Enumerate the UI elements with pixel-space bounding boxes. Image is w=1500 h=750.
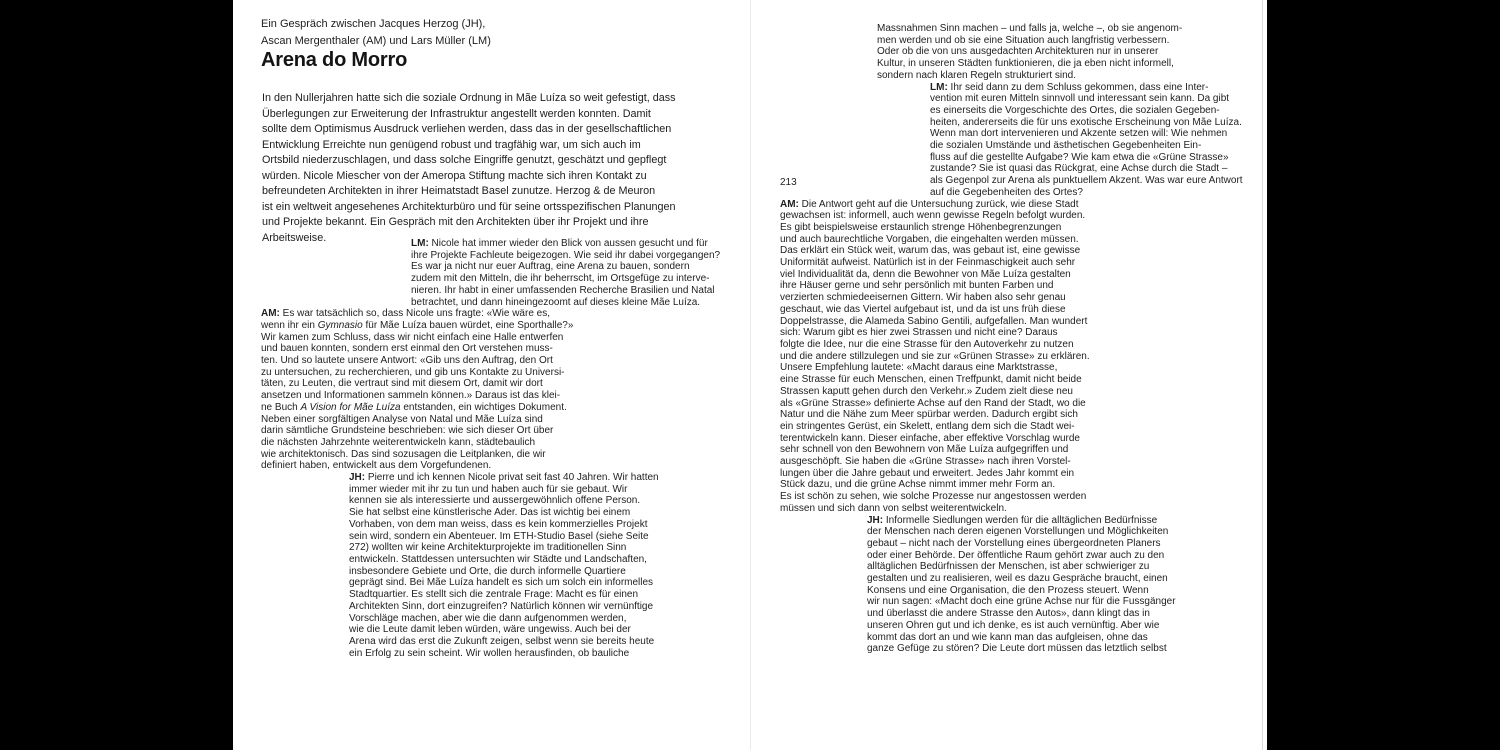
speech-block-jh [349, 472, 720, 659]
text-line: gebaut – nicht nach der Vorstellung eines übergeordneten Planers [867, 537, 1161, 549]
text-line: lungen über die Jahre gebaut und erweitert. Jedes Jahr kommt ein [780, 467, 1075, 479]
text-line: AM: Die Antwort geht auf die Untersuchung zurück, wie diese Stadt [780, 198, 1079, 210]
text-line: fluss auf die gestellte Aufgabe? Wie kam etwa die «Grüne Strasse» [930, 151, 1229, 163]
text-line: geprägt sind. Bei Mãe Luíza handelt es sich um solch ein informelles [349, 577, 654, 589]
text-line: ganze Gefüge zu stören? Die Leute dort müssen das letztlich selbst [867, 643, 1167, 655]
speaker-label: AM: [780, 198, 799, 210]
page-left [233, 0, 750, 750]
text-line: LM: Nicole hat immer wieder den Blick von aussen gesucht und für [411, 238, 708, 249]
text-line: Wenn man dort intervenieren und Akzente setzen will: Wie nehmen [930, 128, 1228, 140]
intro-line: befreundeten Architekten in ihrer Heimatstadt Basel zunutze. Herzog & de Meuron [262, 185, 656, 197]
text-line: Natur und die Nähe zum Meer spürbar werden. Dadurch ergibt sich [780, 409, 1078, 421]
speaker-label: LM: [930, 81, 948, 93]
speech-block-continued [877, 23, 1243, 82]
interview-participants [261, 16, 491, 49]
text-line: gewachsen ist: informell, auch wenn gewisse Regeln befolgt wurden. [780, 210, 1086, 222]
text-line: und bauen konnten, sondern erst einmal den Ort verstehen muss- [261, 343, 553, 355]
text-line: zustande? Sie ist quasi das Rückgrat, eine Achse durch die Stadt – [930, 163, 1228, 175]
text-line: sich: Warum gibt es hier zwei Strassen und nicht eine? Daraus [780, 327, 1058, 339]
text-line: men werden und ob sie eine Situation auch langfristig verbessern. [877, 34, 1170, 46]
text-line: alltäglichen Bedürfnissen der Menschen, ist aber schwieriger zu [867, 561, 1150, 573]
text-line: Oder ob die von uns ausgedachten Architekturen nur in unserer [877, 46, 1159, 58]
text-line: wie die Leute damit leben würden, wäre ungewiss. Auch bei der [349, 624, 631, 636]
text-line: 272) wollten wir keine Architekturprojekte im traditionellen Sinn [349, 542, 627, 554]
text-line: Es ist schön zu sehen, wie solche Prozesse nur angestossen werden [780, 491, 1087, 503]
book-spread [233, 0, 1267, 750]
text-line: heiten, andererseits die für uns exotische Erscheinung von Mãe Luíza. [930, 116, 1242, 128]
text-line: Vorhaben, von dem man weiss, dass es kein kommerzielles Projekt [349, 518, 648, 530]
text-line: kommt das dort an und wie kann man das aufgleisen, ohne das [867, 631, 1148, 643]
text-line: terentwickeln kann. Dieser einfache, aber effektive Vorschlag wurde [780, 432, 1080, 444]
interview-text-right [780, 23, 1243, 655]
page-edge-line [1262, 0, 1263, 750]
text-line: AM: Es war tatsächlich so, dass Nicole uns fragte: «Wie wäre es, [261, 308, 551, 320]
text-line: die sozialen Umstände und ästhetischen Gegebenheiten Ein- [930, 140, 1202, 152]
text-line: Sie hat selbst eine künstlerische Ader. Das ist wichtig bei einem [349, 507, 631, 519]
text-line: zudem mit den Mitteln, die ihr beherrscht, im Ortsgefüge zu interve- [411, 273, 710, 285]
text-line: viel Individualität da, denn die Bewohner von Mãe Luíza gestalten [780, 268, 1071, 280]
text-line: wenn ihr ein Gymnasio für Mãe Luíza bauen würdet, eine Sporthalle?» [261, 319, 574, 331]
page-right [750, 0, 1267, 750]
intro-line: würden. Nicole Miescher von der Ameropa Stiftung machte sich ihren Kontakt zu [262, 169, 647, 182]
text-line: ausgeschöpft. Sie haben die «Grüne Strasse» nach ihren Vorstel- [780, 456, 1071, 468]
text-line: Wir kamen zum Schluss, dass wir nicht einfach eine Halle entwerfen [261, 331, 564, 343]
text-line: und die andere stillzulegen und sie zur «Grünen Strasse» zu erklären. [780, 350, 1090, 362]
text-line: sehr schnell von den Bewohnern von Mãe Luíza aufgegriffen und [780, 444, 1069, 456]
text-line: Konsens und eine Organisation, die den Prozess steuert. Wenn [867, 584, 1149, 596]
text-line: betrachtet, und dann hineingezoomt auf dieses kleine Mãe Luíza. [411, 296, 701, 308]
intro-paragraph [262, 91, 676, 246]
text-line: verzierten schmiedeeisernen Gittern. Wir haben also sehr genau [780, 292, 1066, 304]
text-line: sondern nach klaren Regeln strukturiert sind. [877, 69, 1076, 81]
text-line: ihre Projekte Fachleute beigezogen. Wie seid ihr dabei vorgegangen? [411, 249, 721, 261]
text-line: Arena wird das erst die Zukunft zeigen, selbst wenn sie bereits heute [349, 635, 655, 647]
text-line: JH: Informelle Siedlungen werden für die alltäglichen Bedürfnisse [867, 514, 1158, 526]
text-line: sein wird, sondern ein Abenteuer. Im ETH-Studio Basel (siehe Seite [349, 530, 649, 542]
text-line: die nächsten Jahrzehnte weiterentwickeln kann, städtebaulich [261, 436, 536, 448]
speaker-label: JH: [867, 514, 884, 526]
text-line: oder einer Behörde. Der öffentliche Raum gehört zwar auch zu den [867, 549, 1165, 561]
text-line: zu untersuchen, zu recherchieren, und gib uns Kontakte zu Universi- [261, 366, 565, 378]
page-spine-line [750, 0, 751, 750]
text-line: folgte die Idee, nur die eine Strasse für den Autoverkehr zu nutzen [780, 338, 1074, 350]
text-line: und überlasst die andere Strasse den Autos», dann klingt das in [867, 608, 1150, 620]
text-line: ihre Häuser gerne und sehr persönlich mit bunten Farben und [780, 280, 1054, 292]
page-number: 213 [780, 177, 797, 188]
text-line: JH: Pierre und ich kennen Nicole privat seit fast 40 Jahren. Wir hatten [349, 472, 659, 484]
text-line: unseren Ohren gut und ich denke, es ist auch vernünftig. Aber wie [867, 619, 1160, 631]
speaker-label: LM: [411, 238, 429, 249]
text-line: der Menschen nach deren eigenen Vorstellungen und Möglichkeiten [867, 526, 1169, 538]
text-line: ne Buch A Vision for Mãe Luíza entstanden, ein wichtiges Dokument. [261, 401, 567, 413]
text-line: Kultur, in unseren Städten funktionieren, die ja eben nicht informell, [877, 58, 1174, 70]
text-line: als Gegenpol zur Arena als punktuellem Akzent. Was war eure Antwort [930, 175, 1243, 187]
text-line: entwickeln. Stattdessen untersuchten wir Städte und Landschaften, [349, 553, 647, 565]
text-line: gestalten und zu realisieren, weil es dazu Gespräche braucht, einen [867, 573, 1168, 585]
text-line: ansetzen und Informationen sammeln können.» Daraus ist das klei- [261, 390, 561, 402]
text-line: Das erklärt ein Stück weit, warum das, was gebaut ist, eine gewisse [780, 245, 1081, 257]
text-line: auf die Gegebenheiten des Ortes? [930, 186, 1083, 198]
text-line: vention mit euren Mitteln sinnvoll und interessant sein kann. Da gibt [930, 93, 1230, 105]
intro-line: Entwicklung Erreichte nun genügend robust und tragfähig war, um sich auch im [262, 138, 641, 151]
intro-line: Überlegungen zur Erweiterung der Infrastruktur angestellt werden konnten. Damit [262, 107, 651, 120]
text-line: Stadtquartier. Es stellt sich die zentrale Frage: Macht es für einen [349, 589, 639, 601]
text-line: Strassen kaputt gehen durch den Verkehr.» Zudem zielt diese neu [780, 385, 1073, 397]
speaker-label: JH: [349, 472, 366, 484]
text-line: Es war ja nicht nur euer Auftrag, eine Arena zu bauen, sondern [411, 261, 690, 273]
text-line: LM: Ihr seid dann zu dem Schluss gekommen, dass eine Inter- [930, 81, 1209, 93]
speech-block-lm [411, 238, 720, 308]
speaker-label: AM: [261, 308, 280, 320]
intro-line: Arbeitsweise. [262, 231, 327, 244]
text-line: insbesondere Gebiete und Orte, die durch informelle Quartiere [349, 565, 626, 577]
intro-line: In den Nullerjahren hatte sich die soziale Ordnung in Mãe Luíza so weit gefestigt, dass [262, 92, 676, 104]
text-line: Neben einer sorgfältigen Analyse von Natal und Mãe Luíza sind [261, 413, 543, 425]
text-line: kennen sie als interessierte und aussergewöhnlich offene Person. [349, 495, 641, 507]
text-line: Stück dazu, und die grüne Achse nimmt immer mehr Form an. [780, 479, 1056, 491]
text-line: Architekten Sinn, dort einzugreifen? Natürlich können wir vernünftige [349, 600, 654, 612]
speech-block-am [780, 199, 1243, 515]
intro-line: sollte dem Optimismus Ausdruck verliehen werden, dass das in der gesellschaftlichen [262, 123, 672, 135]
intro-line: Ortsbild niederzuschlagen, und dass solche Eingriffe genutzt, geschätzt und gepflegt [262, 154, 667, 166]
text-line: ten. Und so lautete unsere Antwort: «Gib uns den Auftrag, den Ort [261, 355, 553, 367]
text-line: Unsere Empfehlung lautete: «Macht daraus eine Marktstrasse, [780, 362, 1058, 374]
text-line: darin sämtliche Grundsteine beschrieben: wie sich dieser Ort über [261, 425, 554, 437]
text-line: Doppelstrasse, die Alameda Sabino Gentili, aufgefallen. Man wundert [780, 315, 1088, 327]
chapter-title: Arena do Morro [261, 49, 408, 71]
intro-line: ist ein weltweit angesehenes Architekturbüro und für seine ortsspezifischen Planungen [262, 200, 676, 213]
intro-line: und Projekte bekannt. Ein Gespräch mit den Architekten über ihr Projekt und ihre [262, 216, 649, 228]
text-line: als «Grüne Strasse» definierte Achse auf den Rand der Stadt, wo die [780, 397, 1086, 409]
text-line: es einerseits die Vorgeschichte des Ortes, die sozialen Gegeben- [930, 104, 1220, 116]
text-line: Massnahmen Sinn machen – und falls ja, welche –, ob sie angenom- [877, 23, 1183, 34]
text-line: geschaut, wie das Viertel aufgebaut ist, und da ist uns früh diese [780, 303, 1066, 315]
speech-block-lm [930, 82, 1243, 199]
speech-block-jh [867, 515, 1243, 655]
text-line: Uniformität aufweist. Natürlich ist in der Feinmaschigkeit auch sehr [780, 257, 1076, 269]
text-line: immer wieder mit ihr zu tun und haben auch für sie gebaut. Wir [349, 483, 628, 495]
text-line: ein stringentes Gerüst, ein Skelett, entlang dem sich die Stadt wei- [780, 420, 1075, 432]
text-line: Vorschläge machen, aber wie die dann aufgenommen werden, [349, 612, 627, 624]
participants-line-2: Ascan Mergenthaler (AM) und Lars Müller (LM) [261, 34, 491, 47]
speech-block-am [261, 308, 720, 472]
text-line: und auch baurechtliche Vorgaben, die eingehalten werden müssen. [780, 233, 1079, 245]
text-line: müssen und sich dann von selbst weiterentwickeln. [780, 502, 1007, 514]
interview-text-left [261, 238, 720, 659]
text-line: wie architektonisch. Das sind sozusagen die Leitplanken, die wir [261, 448, 546, 460]
text-line: täten, zu Leuten, die vertraut sind mit diesem Ort, damit wir dort [261, 378, 543, 390]
text-line: wir nun sagen: «Macht doch eine grüne Achse nur für die Fussgänger [867, 596, 1176, 608]
text-line: eine Strasse für euch Menschen, einen Treffpunkt, damit nicht beide [780, 374, 1082, 386]
text-line: Es gibt beispielsweise erstaunlich strenge Höhenbegrenzungen [780, 221, 1062, 233]
participants-line-1: Ein Gespräch zwischen Jacques Herzog (JH), [261, 18, 486, 30]
text-line: nieren. Ihr habt in einer umfassenden Recherche Brasilien und Natal [411, 284, 715, 296]
text-line: definiert haben, entwickelt aus dem Vorgefundenen. [261, 460, 492, 472]
text-line: ein Erfolg zu sein scheint. Wir wollen herausfinden, ob bauliche [349, 647, 630, 659]
